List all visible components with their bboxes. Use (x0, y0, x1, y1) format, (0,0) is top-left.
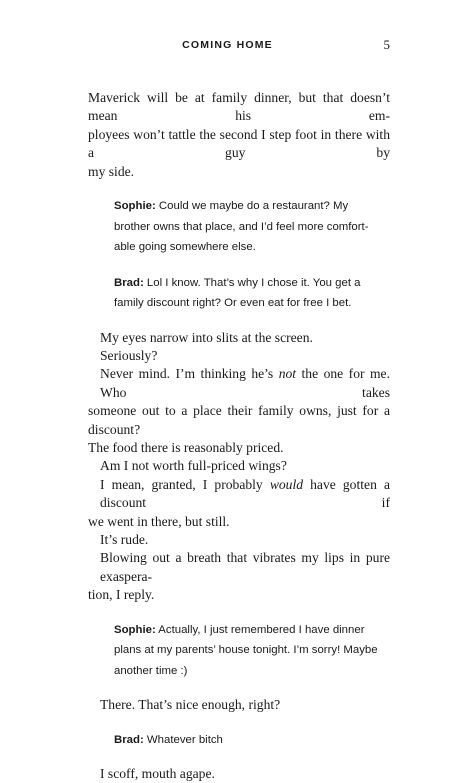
running-head: COMING HOME (182, 39, 273, 51)
message-line (114, 273, 386, 294)
speaker-name: Brad: (114, 276, 144, 289)
paragraph: There. That’s nice enough, right? (100, 697, 281, 713)
message-line: brother owns that place, and I’d feel more comfort- (114, 220, 369, 233)
body-text (88, 89, 390, 783)
text-line (88, 365, 390, 402)
paragraph: I scoff, mouth agape. (100, 766, 215, 782)
text-line: tion, I reply. (88, 587, 155, 603)
message-line (114, 620, 386, 641)
text-message-sophie (114, 196, 386, 258)
text-message-sophie (114, 620, 386, 682)
text-line: ployees won’t tattle the second I step foot in there with a guy by (88, 126, 390, 161)
text-line: The food there is reasonably priced. (88, 439, 284, 455)
message-line: plans at my parents’ house tonight. I’m sorry! Maybe (114, 644, 378, 657)
message-line: family discount right? Or even eat for free I bet. (114, 297, 352, 310)
paragraph: Am I not worth full-priced wings? (100, 458, 287, 474)
text-run: Never mind. I’m thinking he’s (100, 366, 279, 382)
page-header (0, 37, 455, 55)
message-line: another time :) (114, 664, 188, 677)
text-line: someone out to a place their family owns, just for a discount? (88, 403, 390, 437)
paragraph (88, 476, 390, 531)
text-line (88, 476, 390, 513)
message-line (114, 196, 386, 217)
emphasis: would (269, 476, 304, 492)
text-line: Maverick will be at family dinner, but that doesn’t mean his em- (88, 90, 390, 124)
speaker-name: Sophie: (114, 200, 156, 213)
emphasis: not (278, 366, 297, 382)
paragraph (88, 365, 390, 457)
page-number: 5 (383, 37, 390, 52)
message-line: able going somewhere else. (114, 241, 256, 254)
message-text: Whatever bitch (143, 733, 223, 746)
paragraph: It’s rude. (100, 532, 149, 547)
speaker-name: Sophie: (114, 623, 156, 636)
text-run: have gotten a discount if (100, 476, 390, 511)
message-line (114, 730, 386, 751)
paragraph (88, 89, 390, 181)
text-run: the one for me. Who takes (100, 366, 390, 400)
paragraph: My eyes narrow into slits at the screen. (100, 329, 313, 345)
message-text: Could we maybe do a restaurant? My (155, 200, 349, 213)
text-message-brad (114, 730, 386, 751)
text-run: I mean, granted, I probably (100, 476, 270, 492)
text-line: my side. (88, 163, 135, 179)
speaker-name: Brad: (114, 733, 144, 746)
text-message-brad (114, 273, 386, 314)
message-text: Lol I know. That’s why I chose it. You get a (143, 276, 361, 289)
text-line: Blowing out a breath that vibrates my lips in pure exaspera- (100, 550, 390, 584)
paragraph: Seriously? (100, 347, 158, 363)
message-text: Actually, I just remembered I have dinner (155, 623, 365, 636)
text-line: we went in there, but still. (88, 513, 230, 529)
paragraph (88, 549, 390, 604)
